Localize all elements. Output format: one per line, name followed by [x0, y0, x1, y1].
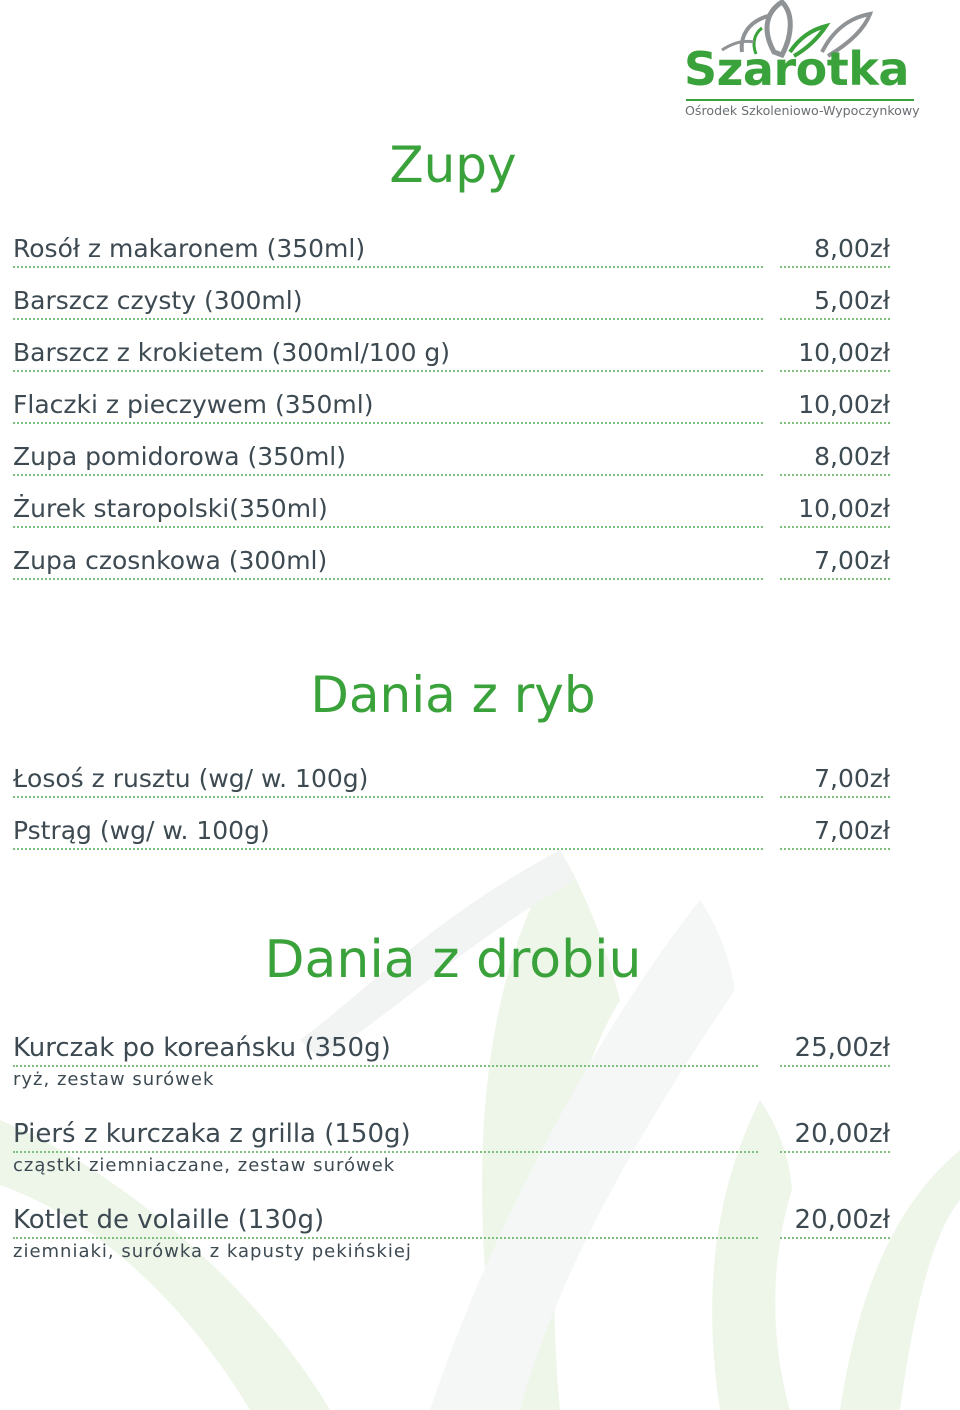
- menu-item-name: Barszcz z krokietem (300ml/100 g): [13, 338, 763, 372]
- menu-item: [0, 1199, 960, 1262]
- menu-item: [0, 332, 960, 372]
- menu-item-name: Barszcz czysty (300ml): [13, 286, 763, 320]
- menu-item-name: Łosoś z rusztu (wg/ w. 100g): [13, 764, 763, 798]
- menu-item: [0, 758, 960, 798]
- section-title-fish: Dania z ryb: [310, 666, 596, 724]
- menu-item-price: 10,00zł: [780, 494, 890, 528]
- menu-item: [0, 384, 960, 424]
- menu-item-name: Kurczak po koreańsku (350g): [13, 1033, 758, 1067]
- menu-item-price: 20,00zł: [780, 1205, 890, 1239]
- menu-item-price: 20,00zł: [780, 1119, 890, 1153]
- brand-logo: [682, 0, 922, 125]
- menu-item-price: 7,00zł: [780, 546, 890, 580]
- menu-item: [0, 810, 960, 850]
- brand-divider: [686, 99, 914, 101]
- section-title-soups: Zupy: [389, 136, 517, 194]
- menu-item-price: 7,00zł: [780, 816, 890, 850]
- menu-item-description: ryż, zestaw surówek: [13, 1069, 215, 1090]
- section-title-poultry: Dania z drobiu: [264, 930, 642, 990]
- menu-item: [0, 540, 960, 580]
- menu-item-name: Rosół z makaronem (350ml): [13, 234, 763, 268]
- menu-item-name: Kotlet de volaille (130g): [13, 1205, 758, 1239]
- menu-item: [0, 1113, 960, 1176]
- menu-item-description: ziemniaki, surówka z kapusty pekińskiej: [13, 1241, 412, 1262]
- brand-name: Szarotka: [684, 42, 909, 96]
- menu-item-name: Pierś z kurczaka z grilla (150g): [13, 1119, 758, 1153]
- menu-item-price: 10,00zł: [780, 338, 890, 372]
- menu-item: [0, 1027, 960, 1090]
- menu-item-description: cząstki ziemniaczane, zestaw surówek: [13, 1155, 396, 1176]
- menu-item: [0, 488, 960, 528]
- menu-item-price: 8,00zł: [780, 442, 890, 476]
- menu-item: [0, 280, 960, 320]
- menu-item-price: 8,00zł: [780, 234, 890, 268]
- menu-item-name: Zupa pomidorowa (350ml): [13, 442, 763, 476]
- brand-tagline: Ośrodek Szkoleniowo-Wypoczynkowy: [685, 103, 920, 118]
- menu-item: [0, 228, 960, 268]
- menu-item: [0, 436, 960, 476]
- menu-item-price: 10,00zł: [780, 390, 890, 424]
- menu-item-price: 7,00zł: [780, 764, 890, 798]
- menu-item-name: Zupa czosnkowa (300ml): [13, 546, 763, 580]
- menu-item-name: Pstrąg (wg/ w. 100g): [13, 816, 763, 850]
- menu-item-name: Flaczki z pieczywem (350ml): [13, 390, 763, 424]
- menu-item-price: 5,00zł: [780, 286, 890, 320]
- menu-item-name: Żurek staropolski(350ml): [13, 494, 763, 528]
- menu-item-price: 25,00zł: [780, 1033, 890, 1067]
